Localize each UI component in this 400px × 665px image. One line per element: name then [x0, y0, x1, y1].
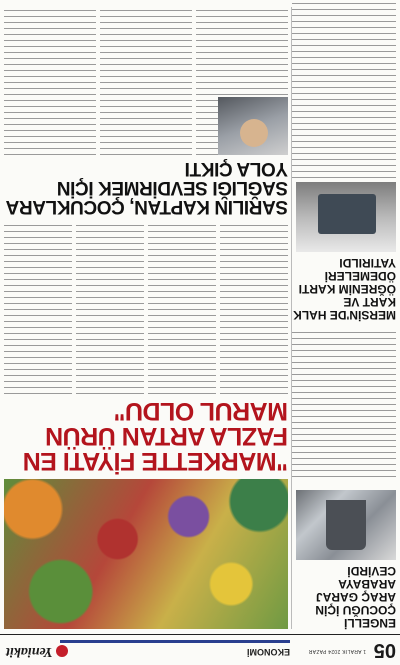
main-body	[4, 224, 288, 394]
second-body	[4, 5, 288, 155]
logo-text: Yeniakit	[6, 644, 53, 659]
body-text-lines	[148, 224, 216, 394]
sidebar-story	[292, 327, 396, 629]
logo-icon	[56, 645, 68, 657]
body-text-lines	[4, 5, 96, 155]
section-rule	[60, 640, 290, 643]
body-text-lines	[292, 327, 396, 477]
captain-photo	[218, 97, 288, 155]
date-line: 1 ARALIK 2024 PAZAR	[308, 648, 366, 654]
newspaper-logo	[6, 643, 68, 659]
body-text-lines	[100, 5, 192, 155]
second-headline: SARILIN KAPTAN, ÇOCUKLARA SAĞLIĞI SEVDİRMEK İÇİN YOLA ÇIKTI	[6, 158, 288, 217]
main-headline: "MARKETTE FİYATI EN FAZLA ARTAN ÜRÜN MARUL OLDU"	[23, 397, 288, 475]
sidebar-headline: MERSİN'DE HALK KART VE ÖĞRENİM KARTI ÖDEMELERİ YATIRILDI	[293, 255, 396, 322]
sidebar-story	[292, 0, 396, 321]
body-text-lines	[4, 224, 72, 394]
body-text-lines	[292, 0, 396, 178]
body-text-placeholder	[292, 480, 396, 486]
sidebar-column	[291, 7, 396, 629]
page-number: 05	[373, 639, 396, 661]
main-story	[4, 7, 288, 629]
sidebar-headline: ENGELLİ ÇOCUĞU İÇİN ARAÇ GARAJ ARABAYA CEVİRDİ	[315, 564, 396, 630]
second-column	[196, 5, 288, 155]
body-text-lines	[220, 224, 288, 394]
sidebar-photo	[296, 490, 396, 560]
masthead	[0, 634, 400, 665]
vegetables-photo	[4, 479, 288, 629]
section-name: EKONOMİ	[246, 647, 290, 657]
sidebar-photo	[296, 182, 396, 252]
body-text-lines	[76, 224, 144, 394]
